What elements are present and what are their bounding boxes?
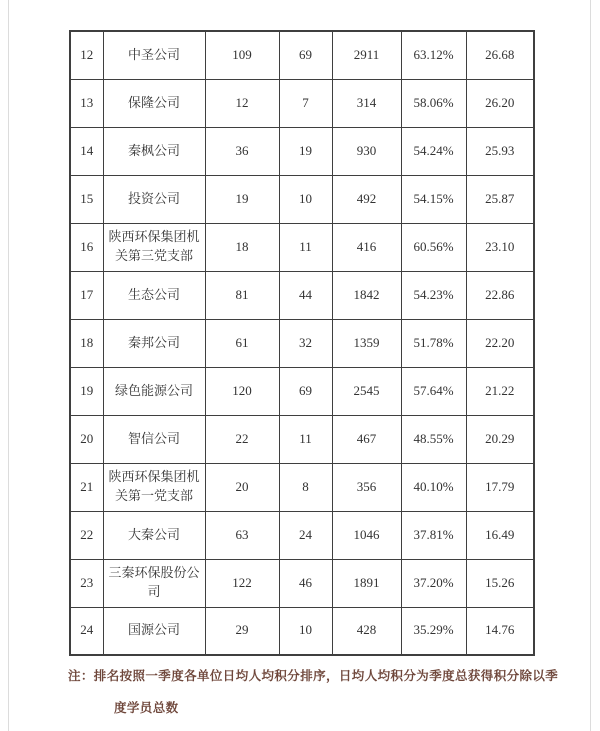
value-2-cell: 44 <box>279 271 332 319</box>
unit-name-cell: 生态公司 <box>103 271 205 319</box>
rank-cell: 22 <box>70 511 103 559</box>
score-cell: 26.20 <box>466 79 534 127</box>
rank-cell: 19 <box>70 367 103 415</box>
percent-cell: 58.06% <box>401 79 466 127</box>
table-row <box>70 367 534 415</box>
unit-name-cell: 陕西环保集团机关第一党支部 <box>103 463 205 511</box>
value-2-cell: 24 <box>279 511 332 559</box>
value-3-cell: 1891 <box>332 559 401 607</box>
value-2-cell: 19 <box>279 127 332 175</box>
unit-name-cell: 三秦环保股份公司 <box>103 559 205 607</box>
table-row <box>70 463 534 511</box>
value-3-cell: 2911 <box>332 31 401 79</box>
rank-cell: 15 <box>70 175 103 223</box>
value-3-cell: 930 <box>332 127 401 175</box>
score-cell: 16.49 <box>466 511 534 559</box>
percent-cell: 57.64% <box>401 367 466 415</box>
unit-name-cell: 中圣公司 <box>103 31 205 79</box>
table-row <box>70 271 534 319</box>
value-3-cell: 428 <box>332 607 401 655</box>
value-2-cell: 10 <box>279 175 332 223</box>
value-2-cell: 11 <box>279 415 332 463</box>
value-1-cell: 109 <box>205 31 279 79</box>
value-2-cell: 46 <box>279 559 332 607</box>
value-3-cell: 416 <box>332 223 401 271</box>
unit-name-cell: 投资公司 <box>103 175 205 223</box>
value-1-cell: 81 <box>205 271 279 319</box>
value-1-cell: 22 <box>205 415 279 463</box>
rank-cell: 21 <box>70 463 103 511</box>
score-cell: 20.29 <box>466 415 534 463</box>
value-1-cell: 63 <box>205 511 279 559</box>
value-2-cell: 8 <box>279 463 332 511</box>
value-1-cell: 19 <box>205 175 279 223</box>
rank-cell: 20 <box>70 415 103 463</box>
rank-cell: 18 <box>70 319 103 367</box>
score-cell: 22.20 <box>466 319 534 367</box>
percent-cell: 40.10% <box>401 463 466 511</box>
percent-cell: 60.56% <box>401 223 466 271</box>
rank-cell: 13 <box>70 79 103 127</box>
value-2-cell: 10 <box>279 607 332 655</box>
score-cell: 25.87 <box>466 175 534 223</box>
score-cell: 25.93 <box>466 127 534 175</box>
percent-cell: 37.20% <box>401 559 466 607</box>
table-body <box>70 31 534 655</box>
value-3-cell: 1046 <box>332 511 401 559</box>
value-1-cell: 12 <box>205 79 279 127</box>
unit-name-cell: 保隆公司 <box>103 79 205 127</box>
ranking-table <box>69 30 535 656</box>
value-1-cell: 122 <box>205 559 279 607</box>
table-row <box>70 127 534 175</box>
rank-cell: 24 <box>70 607 103 655</box>
footnote <box>68 666 559 716</box>
table-row <box>70 511 534 559</box>
score-cell: 21.22 <box>466 367 534 415</box>
percent-cell: 54.24% <box>401 127 466 175</box>
value-2-cell: 11 <box>279 223 332 271</box>
unit-name-cell: 智信公司 <box>103 415 205 463</box>
value-2-cell: 7 <box>279 79 332 127</box>
value-1-cell: 20 <box>205 463 279 511</box>
percent-cell: 63.12% <box>401 31 466 79</box>
score-cell: 14.76 <box>466 607 534 655</box>
rank-cell: 12 <box>70 31 103 79</box>
value-3-cell: 314 <box>332 79 401 127</box>
value-3-cell: 1359 <box>332 319 401 367</box>
table-row <box>70 175 534 223</box>
value-3-cell: 2545 <box>332 367 401 415</box>
table-row <box>70 31 534 79</box>
percent-cell: 37.81% <box>401 511 466 559</box>
score-cell: 26.68 <box>466 31 534 79</box>
value-3-cell: 467 <box>332 415 401 463</box>
table-row <box>70 223 534 271</box>
table-row <box>70 559 534 607</box>
rank-cell: 17 <box>70 271 103 319</box>
footnote-line-1: 注：排名按照一季度各单位日均人均积分排序，日均人均积分为季度总获得积分除以季 <box>68 669 559 683</box>
footnote-line-2: 度学员总数 <box>114 701 179 715</box>
table-row <box>70 607 534 655</box>
value-3-cell: 492 <box>332 175 401 223</box>
table-row <box>70 415 534 463</box>
unit-name-cell: 国源公司 <box>103 607 205 655</box>
score-cell: 22.86 <box>466 271 534 319</box>
percent-cell: 48.55% <box>401 415 466 463</box>
percent-cell: 51.78% <box>401 319 466 367</box>
unit-name-cell: 绿色能源公司 <box>103 367 205 415</box>
rank-cell: 23 <box>70 559 103 607</box>
unit-name-cell: 陕西环保集团机关第三党支部 <box>103 223 205 271</box>
value-2-cell: 32 <box>279 319 332 367</box>
value-3-cell: 1842 <box>332 271 401 319</box>
score-cell: 17.79 <box>466 463 534 511</box>
score-cell: 15.26 <box>466 559 534 607</box>
value-2-cell: 69 <box>279 31 332 79</box>
table-row <box>70 319 534 367</box>
table-row <box>70 79 534 127</box>
percent-cell: 54.23% <box>401 271 466 319</box>
value-1-cell: 18 <box>205 223 279 271</box>
value-3-cell: 356 <box>332 463 401 511</box>
value-1-cell: 61 <box>205 319 279 367</box>
value-1-cell: 36 <box>205 127 279 175</box>
unit-name-cell: 大秦公司 <box>103 511 205 559</box>
value-2-cell: 69 <box>279 367 332 415</box>
value-1-cell: 29 <box>205 607 279 655</box>
percent-cell: 35.29% <box>401 607 466 655</box>
score-cell: 23.10 <box>466 223 534 271</box>
value-1-cell: 120 <box>205 367 279 415</box>
rank-cell: 14 <box>70 127 103 175</box>
unit-name-cell: 秦邦公司 <box>103 319 205 367</box>
rank-cell: 16 <box>70 223 103 271</box>
unit-name-cell: 秦枫公司 <box>103 127 205 175</box>
percent-cell: 54.15% <box>401 175 466 223</box>
